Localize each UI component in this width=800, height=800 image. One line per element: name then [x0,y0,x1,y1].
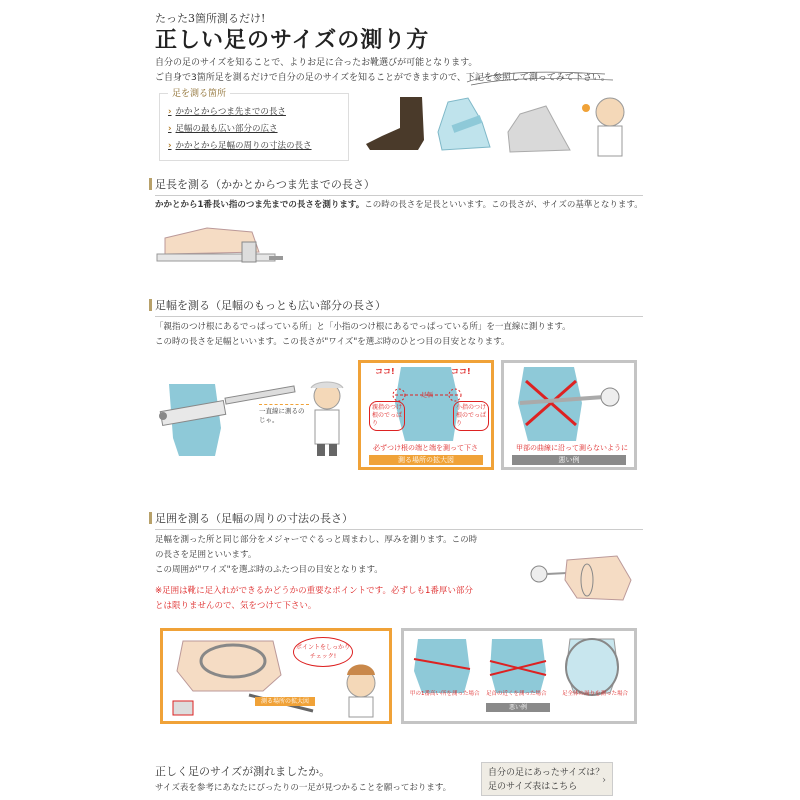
width-correct-panel [358,360,494,470]
toc-link-width[interactable]: › 足幅の最も広い部分の広さ [168,124,278,134]
width-wrong-note: 甲部の曲線に沿って測らないように [516,444,628,452]
page [155,0,643,800]
girth-correct-panel [160,628,392,724]
professor-icon [596,98,624,126]
width-wrong-illustration [504,363,634,443]
label-ashihaba: 足幅 [421,392,434,399]
foot-ruler [157,254,275,261]
intro-line-1: 自分の足のサイズを知ることで、よりお足に合ったお靴選びが可能となります。 [155,58,478,68]
page-title: 正しい足のサイズの測り方 [155,27,430,53]
label-big-toe: 親指のつけ根のでっぱり [369,401,405,431]
footer-heading: 正しく足のサイズが測れましたか。 [155,765,331,778]
label-little-toe: 小指のつけ根のでっぱり [453,401,489,431]
width-wrong-panel [501,360,637,470]
sock-foot-image [366,97,424,150]
girth-body: 足幅を測った所と同じ部分をメジャーでぐるっと周まわし、厚みを測ります。この時 の長さを足囲といいます。 この周囲が"ワイズ"を選ぶ時のふたつ目の目安となります。 [155,535,478,575]
title-kicker: たった3箇所測るだけ! [155,12,266,25]
toc-link-length[interactable]: › かかとからつま先までの長さ [168,107,286,117]
label-koko-left: ココ! [375,367,395,376]
pointer-icon [582,104,590,112]
toc-heading: 足を測る箇所 [168,86,230,99]
length-measure-illustration [157,218,287,270]
girth-measure-illustration [527,550,637,602]
girth-note: ※足囲は靴に足入れができるかどうかの重要なポイントです。必ずしも1番厚い部分 とは限りませんので、気をつけて下さい。 [155,586,473,611]
callout-straight: 一直線に測るのじゃ。 [259,404,309,425]
header-feet-illustration [360,92,640,162]
wrapped-foot-image [508,106,570,152]
width-wrong-caption: 悪い例 [512,455,626,465]
chevron-right-icon: › [168,107,172,117]
label-koko-right: ココ! [451,367,471,376]
section-heading-length: 足長を測る（かかとからつま先までの長さ） [155,176,643,196]
size-chart-button-line1: 自分の足にあったサイズは？ [488,768,605,778]
size-chart-button-line2: 足のサイズ表はこちら [488,782,578,792]
toc-box [159,89,349,161]
section-heading-girth: 足囲を測る（足幅の周りの寸法の長さ） [155,510,643,530]
chevron-right-icon: › [168,124,172,134]
professor-icon [303,378,353,460]
intro-line-2: ご自身で3箇所足を測るだけで自分の足のサイズを知ることができますので、下記を参照して測ってみて下さい。 [155,73,610,83]
toc-link-girth[interactable]: › かかとから足幅の周りの寸法の長さ [168,141,312,151]
size-chart-button[interactable] [481,762,613,796]
width-body: 「親指のつけ根にあるでっぱっている所」と「小指のつけ根にあるでっぱっている所」を一直線に測ります。 この時の長さを足幅といいます。この長さが"ワイズ"を選ぶ時のひとつ目の目安となります。 [155,322,571,347]
girth-wrong-note-1: 甲の1番高い所を測った場合 [410,691,480,697]
girth-correct-caption: 測る場所の拡大図 [255,697,315,706]
girth-wrong-note-3: 足全体の周りを測った場合 [562,691,629,697]
girth-wrong-panel [401,628,637,724]
girth-wrong-note-2: 足首の近くを測った場合 [486,691,547,697]
bubble-check: ポイントをしっかりチェック! [293,637,353,667]
handwritten-note [465,68,615,86]
chevron-right-icon: › [168,141,172,151]
girth-wrong-caption: 悪い例 [486,703,550,712]
chevron-right-icon: › [602,775,606,786]
width-correct-caption: 測る場所の拡大図 [369,455,483,465]
girth-zoom-illustration [163,631,389,721]
footer-text: サイズ表を参考にあなたにぴったりの一足が見つかることを願っております。 [155,783,452,793]
width-correct-note: 必ずつけ根の端と端を測って下さ [373,444,478,452]
section-heading-width: 足幅を測る（足幅のもっとも広い部分の長さ） [155,297,643,317]
length-body: かかとから1番長い指のつま先までの長さを測ります。この時の長さを足長といいます。この長さが、サイズの基準となります。 [155,200,643,210]
